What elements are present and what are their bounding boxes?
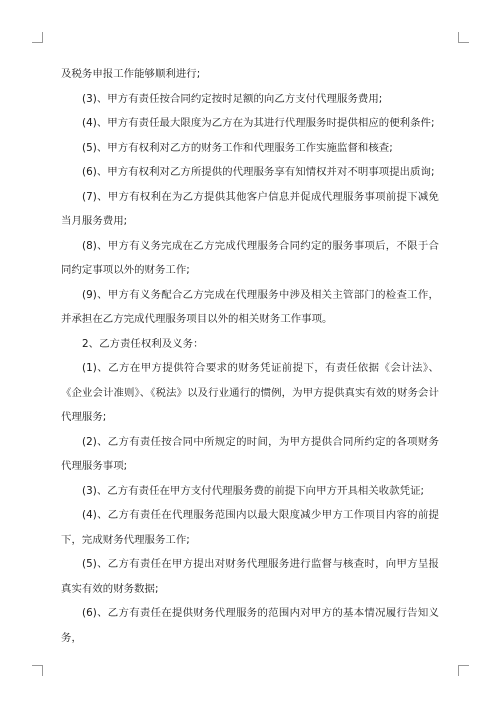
clause-a-6: (6)、甲方有权利对乙方所提供的代理服务享有知情权并对不明事项提出质询; [82, 166, 435, 178]
clause-a-5: (5)、甲方有权利对乙方的财务工作和代理服务工作实施监督和核查; [82, 141, 393, 154]
clause-b-1: (1)、乙方在甲方提供符合要求的财务凭证前提下，有责任依据《会计法》、《企业会计准则》、《税法》以及行业通行的惯例，为甲方提供真实有效的财务会计代理服务; [61, 362, 439, 423]
crop-mark-top-left [32, 32, 43, 43]
clause-a-8: (8)、甲方有义务完成在乙方完成代理服务合同约定的服务事项后，不限于合同约定事项以外的财务工作; [61, 239, 439, 276]
clause-b-3: (3)、乙方有责任在甲方支付代理服务费的前提下向甲方开具相关收款凭证; [82, 484, 425, 497]
crop-mark-bottom-left [32, 665, 43, 676]
paragraph-continuation: 及税务申报工作能够顺利进行; [61, 68, 201, 80]
crop-mark-bottom-right [458, 665, 469, 676]
clause-b-5: (5)、乙方有责任在甲方提出对财务代理服务进行监督与核查时，向甲方呈报真实有效的财务数据; [61, 558, 439, 595]
clause-a-7: (7)、甲方有权利在为乙方提供其他客户信息并促成代理服务事项前提下减免当月服务费用; [61, 190, 439, 227]
crop-mark-top-right [458, 32, 469, 43]
document-body [61, 62, 439, 650]
clause-a-9: (9)、甲方有义务配合乙方完成在代理服务中涉及相关主管部门的检查工作，并承担在乙方完成代理服务项目以外的相关财务工作事项。 [61, 288, 439, 325]
clause-a-3: (3)、甲方有责任按合同约定按时足额的向乙方支付代理服务费用; [82, 92, 383, 105]
clause-b-4: (4)、乙方有责任在代理服务范围内以最大限度减少甲方工作项目内容的前提下，完成财务代理服务工作; [61, 509, 439, 546]
clause-b-6: (6)、乙方有责任在提供财务代理服务的范围内对甲方的基本情况履行告知义务， [61, 607, 439, 644]
clause-b-2: (2)、乙方有责任按合同中所规定的时间，为甲方提供合同所约定的各项财务代理服务事项; [61, 435, 439, 472]
clause-a-4: (4)、甲方有责任最大限度为乙方在为其进行代理服务时提供相应的便利条件; [82, 117, 435, 129]
section-heading-party-b: 2、乙方责任权利及义务： [82, 337, 204, 350]
